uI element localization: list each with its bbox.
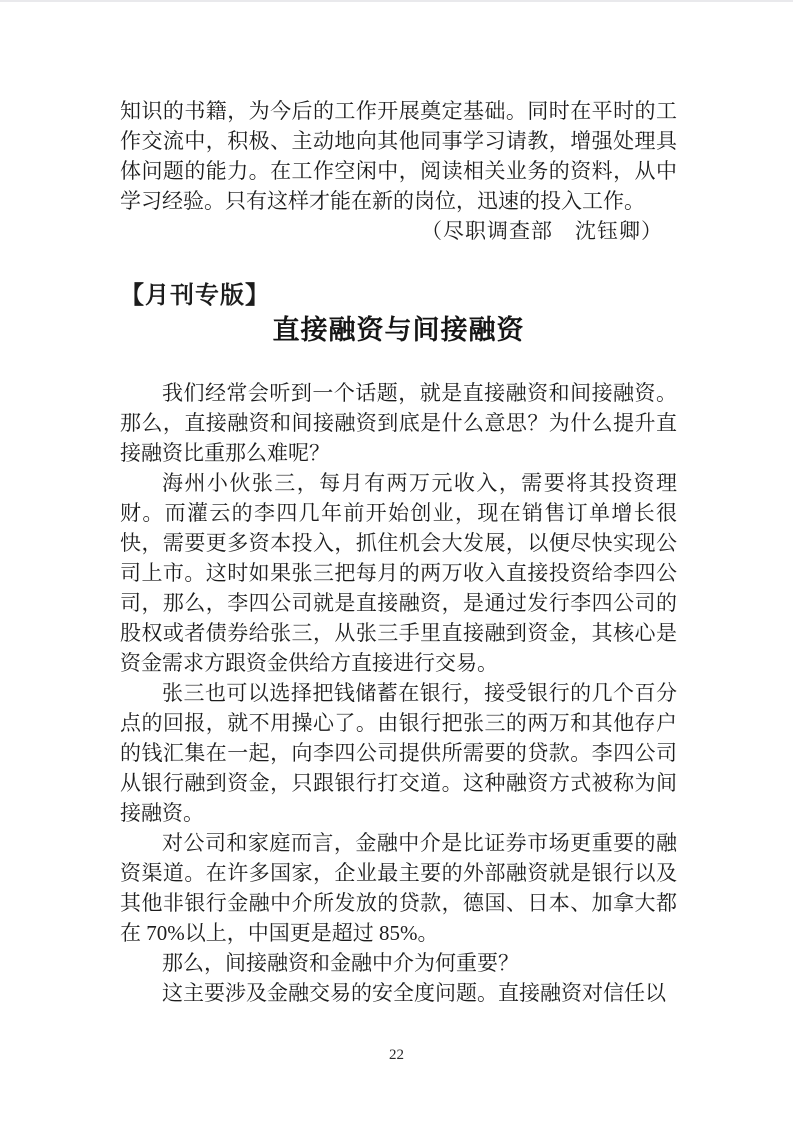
article-paragraph: 那么，间接融资和金融中介为何重要？ [162,951,519,975]
article-paragraph: 对公司和家庭而言，金融中介是比证券市场更重要的融资渠道。在许多国家，企业最主要的外部融资就是银行以及其他非银行金融中介所发放的贷款，德国、日本、加拿大都在 70%以上，中国更是超过 85%。 [120,831,677,945]
article-signature: （尽职调查部 沈钰卿） [421,219,663,243]
article-paragraph: 这主要涉及金融交易的安全度问题。直接融资对信任以 [162,981,666,1005]
article-title: 直接融资与间接融资 [272,315,525,345]
article-paragraph: 张三也可以选择把钱储蓄在银行，接受银行的几个百分点的回报，就不用操心了。由银行把张三的两万和其他存户的钱汇集在一起，向李四公司提供所需要的贷款。李四公司从银行融到资金，只跟银行打交道。这种融资方式被称为间接融资。 [120,681,677,825]
page-content [120,96,677,1008]
article-paragraph: 海州小伙张三，每月有两万元收入，需要将其投资理财。而灌云的李四几年前开始创业，现在销售订单增长很快，需要更多资本投入，抓住机会大发展，以便尽快实现公司上市。这时如果张三把每月的两万收入直接投资给李四公司，那么，李四公司就是直接融资，是通过发行李四公司的股权或者债券给张三，从张三手里直接融到资金，其核心是资金需求方跟资金供给方直接进行交易。 [120,471,677,675]
article-body [120,378,677,1008]
article-paragraph: 我们经常会听到一个话题，就是直接融资和间接融资。那么，直接融资和间接融资到底是什么意思？为什么提升直接融资比重那么难呢？ [120,381,677,465]
page-number: 22 [389,1047,404,1063]
section-tag: 【月刊专版】 [120,283,270,309]
previous-article-continuation: 知识的书籍，为今后的工作开展奠定基础。同时在平时的工作交流中，积极、主动地向其他同事学习请教，增强处理具体问题的能力。在工作空闲中，阅读相关业务的资料，从中学习经验。只有这样才能在新的岗位，迅速的投入工作。 [120,99,677,213]
